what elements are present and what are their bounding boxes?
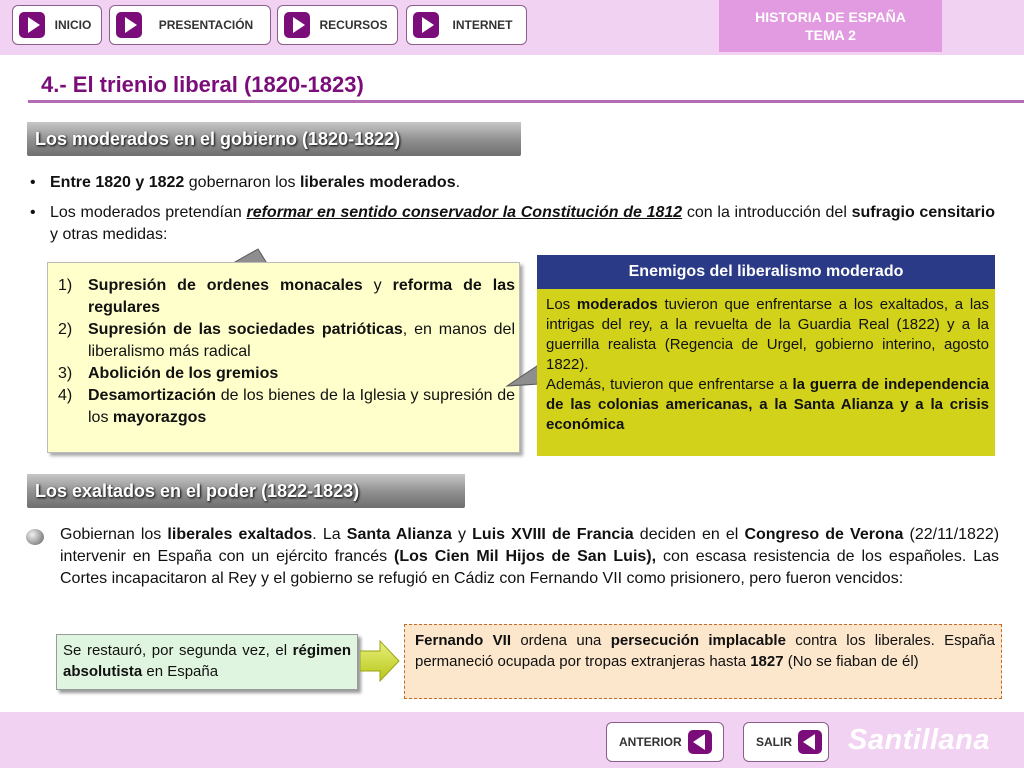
- exaltados-segment: Congreso de Verona: [744, 526, 904, 543]
- title-divider: [28, 100, 1024, 103]
- list-bold: Supresión de las sociedades patrióticas: [88, 321, 403, 338]
- fernando-text: Fernando VII: [415, 632, 511, 649]
- list-item: [58, 363, 515, 385]
- fernando-text: ordena una: [511, 632, 611, 649]
- fernando-text: persecución implacable: [610, 632, 786, 649]
- enemies-text: moderados: [576, 296, 658, 313]
- nav-internet-button[interactable]: [406, 5, 527, 45]
- bullet-item: [30, 172, 995, 194]
- list-number: 1): [58, 277, 73, 294]
- list-number: 2): [58, 321, 73, 338]
- nav-recursos-button[interactable]: [277, 5, 398, 45]
- restoration-text: Se restauró, por segunda vez, el: [63, 642, 293, 659]
- play-icon: [413, 12, 439, 38]
- bullet-text: con la introducción del: [682, 204, 852, 221]
- bullet-text: .: [455, 174, 461, 191]
- list-text: [88, 363, 515, 385]
- page-title: 4.- El trienio liberal (1820-1823): [41, 72, 364, 97]
- nav-inicio-button[interactable]: [12, 5, 102, 45]
- subject-box: [719, 0, 942, 52]
- list-bold: mayorazgos: [112, 409, 207, 426]
- play-icon: [19, 12, 45, 38]
- list-plain: , en manos del liberalismo más radical: [88, 321, 516, 360]
- exaltados-segment: (22/11/1822) intervenir en España con un ejército francés: [60, 526, 1000, 565]
- nav-inicio-label: INICIO: [54, 18, 92, 32]
- enemies-text: la guerra de independencia de las colonias americanas, a la Santa Alianza y a la crisis económica: [546, 376, 989, 433]
- bullet-icon: [26, 529, 44, 545]
- salir-button[interactable]: [743, 722, 829, 762]
- nav-presentacion-label: PRESENTACIÓN: [158, 18, 254, 32]
- exaltados-segment: deciden en el: [633, 526, 745, 543]
- list-bold: Supresión de ordenes monacales: [88, 277, 363, 294]
- brand-logo: Santillana: [848, 724, 990, 756]
- enemies-header: Enemigos del liberalismo moderado: [537, 255, 995, 289]
- section-moderados-header: Los moderados en el gobierno (1820-1822): [27, 122, 521, 156]
- exaltados-segment: y: [451, 526, 473, 543]
- bullet-text: reformar en sentido conservador la Constitución de 1812: [246, 204, 683, 221]
- nav-recursos-label: RECURSOS: [319, 18, 388, 32]
- list-number: 4): [58, 387, 73, 404]
- list-bold: Desamortización: [88, 387, 217, 404]
- list-bold: Abolición de los gremios: [88, 365, 279, 382]
- fernando-box: [404, 624, 1002, 699]
- list-plain: y: [362, 277, 393, 294]
- bullet-text: y otras medidas:: [50, 226, 168, 243]
- bullet-text: sufragio censitario: [851, 204, 996, 221]
- list-text: [88, 385, 515, 429]
- list-number: 3): [58, 365, 73, 382]
- nav-presentacion-button[interactable]: [109, 5, 271, 45]
- back-arrow-icon: [798, 730, 822, 754]
- list-bold: reforma de las regulares: [88, 277, 515, 316]
- fernando-text: (No se fiaban de él): [783, 653, 919, 670]
- bullet-text: Entre 1820 y 1822: [50, 174, 185, 191]
- enemies-text: Además, tuvieron que enfrentarse a: [546, 376, 793, 393]
- bullet-text: liberales moderados: [299, 174, 456, 191]
- exaltados-segment: con escasa resistencia de los españoles. Las Cortes incapacitaron al Rey y el gobierno se refugió en Cádiz con Fernando VII como prisionero, pero fueron vencidos:: [60, 548, 999, 587]
- salir-label: SALIR: [756, 735, 792, 749]
- restoration-text: régimen absolutista: [63, 642, 351, 680]
- section-exaltados-header: Los exaltados en el poder (1822-1823): [27, 474, 465, 508]
- subject-label: HISTORIA DE ESPAÑA: [755, 9, 906, 25]
- exaltados-segment: (Los Cien Mil Hijos de San Luis),: [394, 548, 657, 565]
- list-text: [88, 319, 515, 363]
- bullet-item: [30, 202, 995, 246]
- unit-label: TEMA 2: [805, 27, 856, 43]
- list-item: [58, 275, 515, 319]
- fernando-text: contra los liberales. España permaneció ocupada por tropas extranjeras hasta: [415, 632, 995, 670]
- enemies-body: [537, 289, 995, 456]
- exaltados-segment: Luis XVIII de Francia: [472, 526, 634, 543]
- exaltados-segment: . La: [312, 526, 347, 543]
- moderados-bullets: [30, 172, 995, 254]
- play-icon: [116, 12, 142, 38]
- fernando-text: 1827: [750, 653, 784, 670]
- restoration-text: en España: [142, 663, 219, 680]
- measures-list: [47, 262, 520, 453]
- list-item: [58, 319, 515, 363]
- bullet-text: Los moderados pretendían: [50, 204, 247, 221]
- arrow-right-icon: [360, 640, 400, 682]
- play-icon: [284, 12, 310, 38]
- enemies-text: Los: [546, 296, 577, 313]
- list-text: [88, 275, 515, 319]
- exaltados-text: [60, 524, 999, 590]
- list-item: [58, 385, 515, 429]
- anterior-button[interactable]: [606, 722, 724, 762]
- anterior-label: ANTERIOR: [619, 735, 682, 749]
- bullet-text: gobernaron los: [184, 174, 300, 191]
- exaltados-segment: liberales exaltados: [167, 526, 313, 543]
- exaltados-segment: Gobiernan los: [60, 526, 168, 543]
- enemies-text: tuvieron que enfrentarse a los exaltados, a las intrigas del rey, a la revuelta de la Guardia Real (1822) y a la guerrilla realista (Regencia de Urgel, gobierno interino, agosto 1822).: [546, 296, 989, 373]
- back-arrow-icon: [688, 730, 712, 754]
- list-plain: de los bienes de la Iglesia y supresión de los: [88, 387, 515, 426]
- restoration-box: [56, 634, 358, 690]
- exaltados-segment: Santa Alianza: [346, 526, 452, 543]
- nav-internet-label: INTERNET: [452, 18, 513, 32]
